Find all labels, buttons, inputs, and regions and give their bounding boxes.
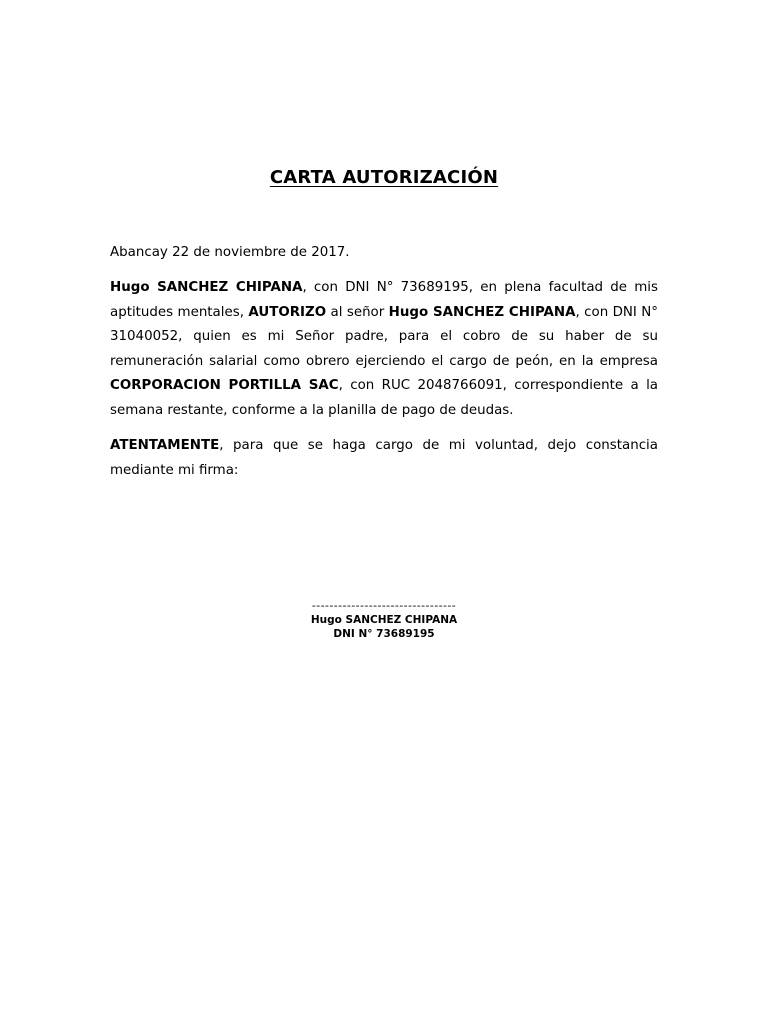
- paragraph-text: , para que se haga cargo de mi voluntad, dejo constancia mediante mi firma:: [110, 438, 658, 478]
- atentamente-keyword: ATENTAMENTE: [110, 438, 220, 453]
- company-name: CORPORACION PORTILLA SAC: [110, 378, 339, 394]
- paragraph-text: al señor: [326, 304, 389, 320]
- paragraph-text: , con RUC 2048766091, correspondiente a la semana restante, conforme a la planilla de pago de deudas.: [110, 378, 658, 418]
- paragraph-text: , con DNI N° 73689195, en plena facultad de mis aptitudes mentales,: [110, 280, 658, 320]
- closing-paragraph: [110, 434, 658, 483]
- signer-name: Hugo SANCHEZ CHIPANA: [310, 614, 458, 626]
- document-title-text: CARTA AUTORIZACIÓN: [269, 167, 499, 188]
- authorization-paragraph: [110, 276, 658, 424]
- signature-block: [234, 599, 534, 641]
- paragraph-text: , con DNI N° 31040052, quien es mi Señor padre, para el cobro de su haber de su remuneración salarial como obrero ejerciendo el cargo de peón, en la empresa: [110, 304, 658, 369]
- grantor-name: Hugo SANCHEZ CHIPANA: [110, 280, 303, 295]
- autorizo-keyword: AUTORIZO: [248, 304, 327, 320]
- authorized-name: Hugo SANCHEZ CHIPANA: [388, 304, 576, 320]
- document-title: [0, 167, 768, 188]
- date-line: Abancay 22 de noviembre de 2017.: [110, 245, 350, 260]
- signer-dni: DNI N° 73689195: [333, 628, 435, 640]
- signature-line: ---------------------------------: [311, 599, 457, 612]
